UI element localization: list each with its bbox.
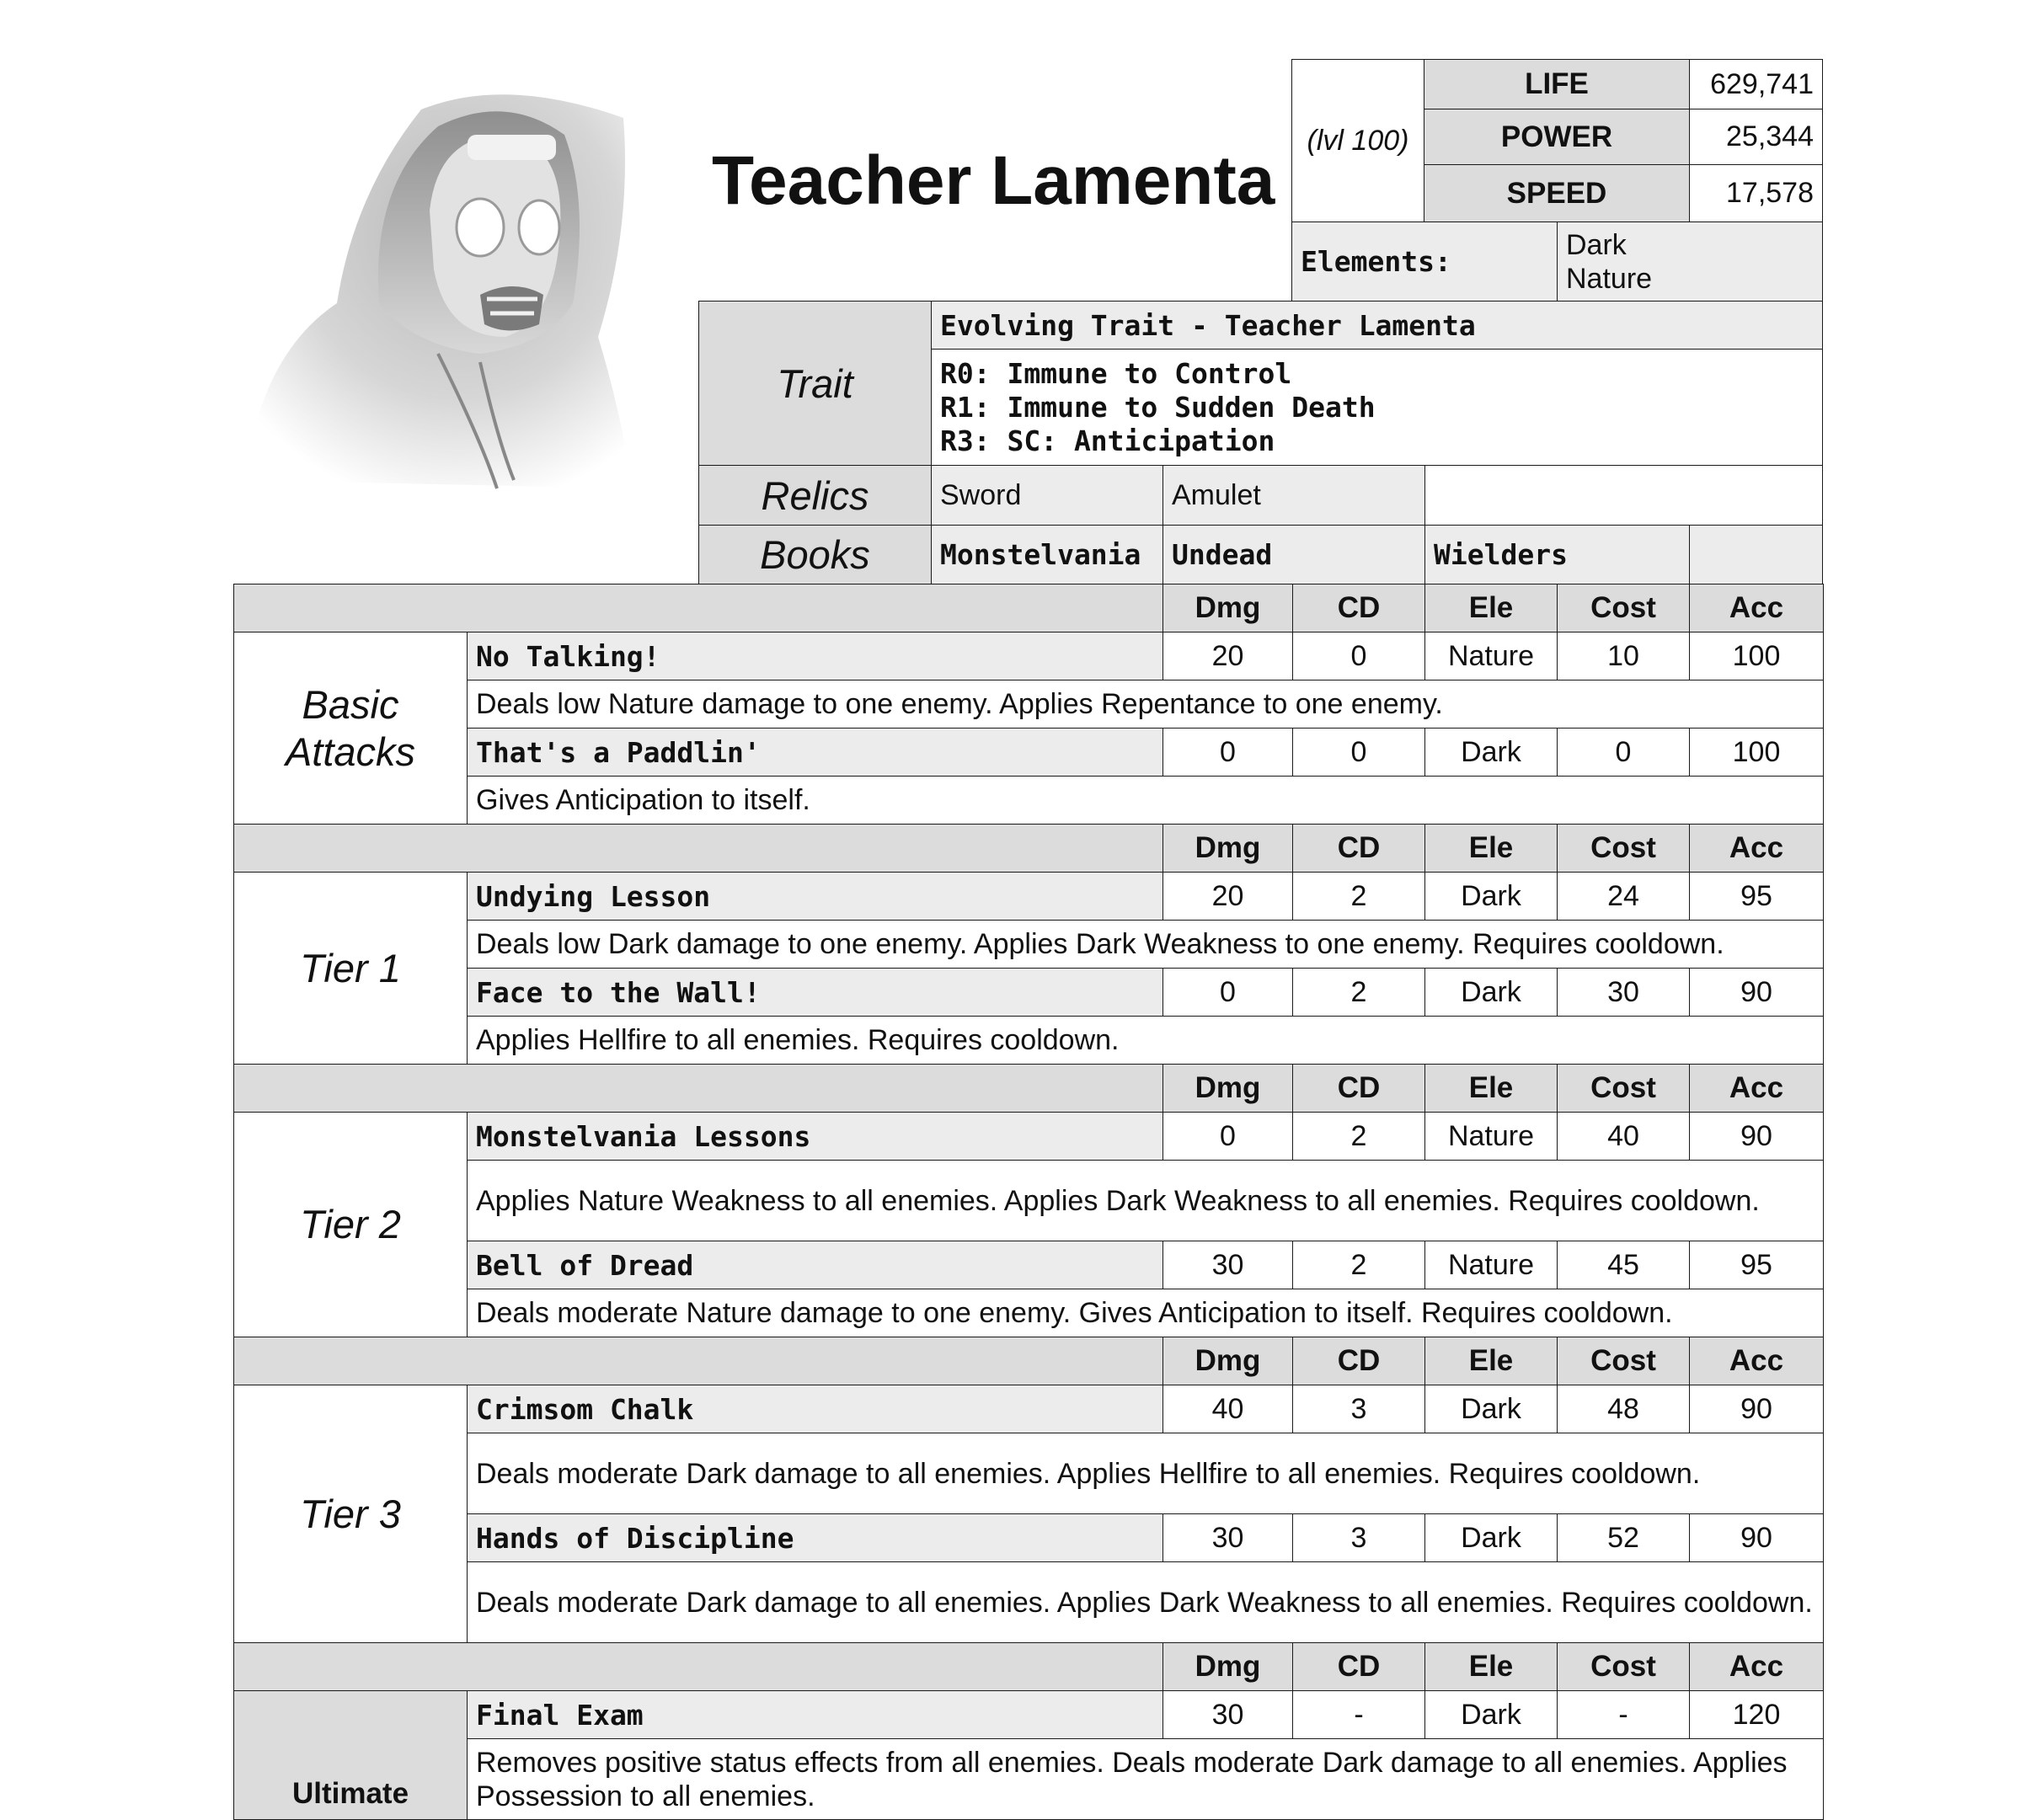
ability-name	[467, 872, 1163, 921]
ability-acc	[1689, 728, 1824, 777]
column-header-dmg	[1162, 824, 1293, 873]
ability-acc-text: 90	[1740, 1521, 1772, 1554]
column-header-ele-text: Ele	[1468, 1344, 1514, 1377]
section-label-text: Tier 2	[300, 1202, 401, 1246]
ability-cost-text: 0	[1615, 735, 1632, 768]
section-header-bar	[233, 824, 1163, 873]
ability-description-text: Applies Hellfire to all enemies. Requires cooldown.	[476, 1024, 1120, 1056]
books-label-text: Books	[760, 532, 870, 577]
ability-dmg	[1162, 1513, 1293, 1562]
section-label	[233, 1385, 468, 1643]
ability-description-text: Removes positive status effects from all enemies. Deals moderate Dark damage to all enemies. Applies Possession to all enemies.	[476, 1746, 1788, 1812]
section-label-text: Tier 1	[300, 945, 401, 990]
ability-acc-text: 100	[1732, 735, 1781, 768]
trait-rank-line: R0: Immune to Control	[940, 356, 1292, 390]
ability-cost-text: 30	[1607, 975, 1639, 1008]
ability-cost	[1557, 968, 1690, 1017]
ability-ele-text: Dark	[1461, 975, 1521, 1008]
ability-cost	[1557, 1241, 1690, 1289]
character-portrait	[227, 84, 649, 505]
ability-name	[467, 728, 1163, 777]
ability-cd	[1292, 728, 1425, 777]
ability-description-text: Gives Anticipation to itself.	[476, 784, 810, 816]
book-item	[1689, 525, 1823, 584]
stat-life-label	[1424, 59, 1690, 109]
ability-dmg-text: 40	[1211, 1392, 1244, 1425]
column-header-cost	[1557, 824, 1690, 873]
relics-label-text: Relics	[761, 472, 869, 518]
ability-cd	[1292, 968, 1425, 1017]
relics-label	[698, 465, 932, 526]
ability-ele-text: Dark	[1461, 735, 1521, 768]
book-item	[1162, 525, 1425, 584]
column-header-cost-text: Cost	[1590, 1071, 1656, 1104]
ability-cd-text: 2	[1350, 1248, 1367, 1281]
ability-cd	[1292, 1513, 1425, 1562]
ability-dmg-text: 20	[1211, 639, 1244, 672]
relic-item	[1424, 465, 1823, 526]
column-header-cd	[1292, 584, 1425, 632]
ability-ele-text: Nature	[1447, 639, 1535, 672]
ability-dmg	[1162, 728, 1293, 777]
column-header-dmg	[1162, 1064, 1293, 1113]
ability-cost	[1557, 1112, 1690, 1161]
ability-ele	[1424, 1241, 1558, 1289]
relic-item	[931, 465, 1163, 526]
trait-title-text: Evolving Trait - Teacher Lamenta	[940, 308, 1476, 342]
ability-name-text: Monstelvania Lessons	[476, 1119, 811, 1153]
ability-cost	[1557, 632, 1690, 680]
ability-cost-text: 24	[1607, 879, 1639, 912]
relic-text: Amulet	[1172, 478, 1261, 511]
ability-description-text: Deals moderate Nature damage to one enemy. Gives Anticipation to itself. Requires cooldown.	[476, 1297, 1673, 1329]
ability-ele-text: Nature	[1447, 1119, 1535, 1152]
column-header-cost	[1557, 1064, 1690, 1113]
element-item: Nature	[1566, 262, 1653, 295]
ability-name-text: Face to the Wall!	[476, 975, 761, 1009]
stat-value: 25,344	[1726, 120, 1814, 152]
ability-dmg-text: 30	[1211, 1248, 1244, 1281]
ability-ele-text: Dark	[1461, 879, 1521, 912]
column-header-cd	[1292, 1064, 1425, 1113]
ability-ele-text: Dark	[1461, 1392, 1521, 1425]
ability-name	[467, 1690, 1163, 1739]
ability-description	[467, 776, 1824, 825]
ability-description-text: Deals moderate Dark damage to all enemies. Applies Dark Weakness to all enemies. Requires cooldown.	[476, 1586, 1813, 1619]
ability-ele	[1424, 1513, 1558, 1562]
ability-acc	[1689, 1690, 1824, 1739]
column-header-cd	[1292, 1642, 1425, 1691]
ability-cost	[1557, 1513, 1690, 1562]
books-label	[698, 525, 932, 584]
ability-ele	[1424, 1690, 1558, 1739]
ability-cd	[1292, 1241, 1425, 1289]
ability-cd	[1292, 1385, 1425, 1433]
column-header-cost	[1557, 1337, 1690, 1385]
section-header-bar	[233, 1642, 1163, 1691]
column-header-dmg	[1162, 1337, 1293, 1385]
trait-title	[931, 301, 1823, 350]
ability-acc	[1689, 632, 1824, 680]
stat-label: POWER	[1500, 120, 1613, 153]
stat-speed-value	[1689, 164, 1823, 222]
ability-name-text: No Talking!	[476, 639, 660, 673]
ability-cd-text: 0	[1350, 735, 1367, 768]
column-header-acc-text: Acc	[1729, 591, 1784, 624]
ability-cd-text: 2	[1350, 975, 1367, 1008]
ability-name	[467, 1385, 1163, 1433]
ability-description	[467, 1289, 1824, 1337]
ability-acc-text: 95	[1740, 1248, 1772, 1281]
column-header-dmg	[1162, 584, 1293, 632]
section-label	[233, 872, 468, 1065]
ability-name	[467, 1112, 1163, 1161]
column-header-cd	[1292, 1337, 1425, 1385]
ability-name	[467, 1513, 1163, 1562]
ability-acc	[1689, 968, 1824, 1017]
ability-cd	[1292, 1112, 1425, 1161]
column-header-dmg-text: Dmg	[1195, 1344, 1261, 1377]
stat-label: SPEED	[1506, 176, 1607, 210]
section-header-bar	[233, 584, 1163, 632]
section-label	[233, 1112, 468, 1337]
column-header-ele	[1424, 824, 1558, 873]
ability-description	[467, 1016, 1824, 1065]
ability-name-text: Crimsom Chalk	[476, 1392, 694, 1426]
stat-power-value	[1689, 109, 1823, 165]
ability-cost-text: 40	[1607, 1119, 1639, 1152]
ability-cost	[1557, 872, 1690, 921]
ability-name	[467, 1241, 1163, 1289]
ability-cost	[1557, 728, 1690, 777]
column-header-cost	[1557, 1642, 1690, 1691]
ability-ele	[1424, 1385, 1558, 1433]
ability-cd-text: 0	[1350, 639, 1367, 672]
column-header-dmg-text: Dmg	[1195, 1650, 1261, 1683]
ability-cd	[1292, 1690, 1425, 1739]
relic-item	[1162, 465, 1425, 526]
ability-dmg-text: 30	[1211, 1698, 1244, 1731]
book-item	[931, 525, 1163, 584]
ability-ele	[1424, 968, 1558, 1017]
character-name: Teacher Lamenta	[712, 142, 1275, 219]
ability-name	[467, 632, 1163, 680]
column-header-cost-text: Cost	[1590, 591, 1656, 624]
ability-acc-text: 90	[1740, 1392, 1772, 1425]
ability-cd-text: 2	[1350, 1119, 1367, 1152]
ability-cost	[1557, 1385, 1690, 1433]
element-item: Dark	[1566, 228, 1627, 261]
elements-values	[1557, 221, 1823, 302]
ability-cost-text: 52	[1607, 1521, 1639, 1554]
ability-name-text: Final Exam	[476, 1698, 644, 1732]
ability-description	[467, 920, 1824, 969]
section-label-text: Ultimate	[291, 1777, 409, 1810]
ability-dmg	[1162, 1385, 1293, 1433]
ability-cd-text: 2	[1350, 879, 1367, 912]
book-text: Monstelvania	[940, 538, 1141, 571]
trait-ranks	[931, 349, 1823, 466]
column-header-dmg	[1162, 1642, 1293, 1691]
ability-name	[467, 968, 1163, 1017]
ability-dmg-text: 30	[1211, 1521, 1244, 1554]
ability-acc-text: 90	[1740, 975, 1772, 1008]
ability-ele-text: Dark	[1461, 1521, 1521, 1554]
column-header-ele	[1424, 1064, 1558, 1113]
ability-description-text: Applies Nature Weakness to all enemies. Applies Dark Weakness to all enemies. Requires cooldown.	[476, 1184, 1760, 1217]
elements-label-text: Elements:	[1301, 245, 1451, 278]
ability-acc	[1689, 1385, 1824, 1433]
ability-ele	[1424, 728, 1558, 777]
ability-acc	[1689, 1112, 1824, 1161]
ability-dmg	[1162, 1112, 1293, 1161]
column-header-acc	[1689, 1642, 1824, 1691]
section-header-bar	[233, 1064, 1163, 1113]
column-header-cd-text: CD	[1337, 1650, 1381, 1683]
trait-rank-line: R3: SC: Anticipation	[940, 424, 1275, 457]
ability-description	[467, 1561, 1824, 1643]
column-header-acc-text: Acc	[1729, 1071, 1784, 1104]
column-header-acc	[1689, 824, 1824, 873]
stat-value: 629,741	[1710, 67, 1814, 100]
relic-text: Sword	[940, 478, 1022, 511]
column-header-dmg-text: Dmg	[1195, 591, 1261, 624]
column-header-ele-text: Ele	[1468, 1650, 1514, 1683]
ability-cd-text: 3	[1350, 1392, 1367, 1425]
ability-cd-text: 3	[1350, 1521, 1367, 1554]
trait-rank-line: R1: Immune to Sudden Death	[940, 390, 1376, 424]
column-header-acc-text: Acc	[1729, 1344, 1784, 1377]
column-header-ele-text: Ele	[1468, 831, 1514, 864]
stat-value: 17,578	[1726, 177, 1814, 209]
column-header-cost-text: Cost	[1590, 831, 1656, 864]
ability-acc-text: 90	[1740, 1119, 1772, 1152]
ability-dmg	[1162, 632, 1293, 680]
column-header-cd	[1292, 824, 1425, 873]
column-header-dmg-text: Dmg	[1195, 831, 1261, 864]
ability-dmg	[1162, 1690, 1293, 1739]
ability-acc-text: 95	[1740, 879, 1772, 912]
book-item	[1424, 525, 1690, 584]
column-header-acc-text: Acc	[1729, 831, 1784, 864]
ability-ele	[1424, 872, 1558, 921]
column-header-cost-text: Cost	[1590, 1344, 1656, 1377]
column-header-cost-text: Cost	[1590, 1650, 1656, 1683]
ability-dmg	[1162, 968, 1293, 1017]
ability-ele	[1424, 1112, 1558, 1161]
column-header-acc-text: Acc	[1729, 1650, 1784, 1683]
ability-name-text: Bell of Dread	[476, 1248, 694, 1282]
ability-ele-text: Dark	[1461, 1698, 1521, 1731]
column-header-ele-text: Ele	[1468, 591, 1514, 624]
ability-description	[467, 680, 1824, 729]
column-header-ele	[1424, 584, 1558, 632]
ability-cost-text: -	[1618, 1698, 1628, 1731]
column-header-cd-text: CD	[1337, 1344, 1381, 1377]
stat-power-label	[1424, 109, 1690, 165]
ability-dmg-text: 0	[1220, 735, 1236, 768]
ability-cost-text: 10	[1607, 639, 1639, 672]
ability-acc	[1689, 1241, 1824, 1289]
ability-description	[467, 1433, 1824, 1514]
section-label-text: Tier 3	[300, 1491, 401, 1536]
column-header-dmg-text: Dmg	[1195, 1071, 1261, 1104]
level-label: (lvl 100)	[1307, 124, 1409, 157]
ability-description-text: Deals low Dark damage to one enemy. Applies Dark Weakness to one enemy. Requires cooldown.	[476, 928, 1724, 960]
ability-dmg	[1162, 872, 1293, 921]
column-header-cd-text: CD	[1337, 1071, 1381, 1104]
ability-dmg	[1162, 1241, 1293, 1289]
elements-label	[1291, 221, 1558, 302]
ability-ele-text: Nature	[1447, 1248, 1535, 1281]
column-header-ele-text: Ele	[1468, 1071, 1514, 1104]
book-text: Wielders	[1434, 538, 1568, 571]
ability-ele	[1424, 632, 1558, 680]
column-header-acc	[1689, 1337, 1824, 1385]
ability-name-text: Hands of Discipline	[476, 1521, 794, 1555]
ability-description-text: Deals low Nature damage to one enemy. Applies Repentance to one enemy.	[476, 688, 1443, 720]
column-header-cd-text: CD	[1337, 591, 1381, 624]
column-header-ele	[1424, 1642, 1558, 1691]
ability-description	[467, 1738, 1824, 1820]
ability-cost-text: 45	[1607, 1248, 1639, 1281]
ability-dmg-text: 20	[1211, 879, 1244, 912]
ability-description	[467, 1160, 1824, 1241]
ability-cd-text: -	[1354, 1698, 1364, 1731]
ability-cost-text: 48	[1607, 1392, 1639, 1425]
section-label	[233, 1690, 468, 1820]
column-header-acc	[1689, 584, 1824, 632]
book-text: Undead	[1172, 538, 1273, 571]
stat-speed-label	[1424, 164, 1690, 222]
ability-name-text: Undying Lesson	[476, 879, 711, 913]
section-header-bar	[233, 1337, 1163, 1385]
ability-cd	[1292, 632, 1425, 680]
ability-acc	[1689, 1513, 1824, 1562]
ability-cd	[1292, 872, 1425, 921]
column-header-cost	[1557, 584, 1690, 632]
column-header-ele	[1424, 1337, 1558, 1385]
ability-name-text: That's a Paddlin'	[476, 735, 761, 769]
column-header-acc	[1689, 1064, 1824, 1113]
ability-acc-text: 100	[1732, 639, 1781, 672]
ability-description-text: Deals moderate Dark damage to all enemies. Applies Hellfire to all enemies. Requires cooldown.	[476, 1457, 1701, 1490]
stat-life-value	[1689, 59, 1823, 109]
section-label-text: Basic Attacks	[285, 681, 416, 774]
trait-label-text: Trait	[777, 360, 853, 406]
section-label	[233, 632, 468, 825]
column-header-cd-text: CD	[1337, 831, 1381, 864]
trait-label	[698, 301, 932, 466]
ability-cost	[1557, 1690, 1690, 1739]
ability-dmg-text: 0	[1220, 975, 1236, 1008]
ability-acc-text: 120	[1732, 1698, 1781, 1731]
ability-dmg-text: 0	[1220, 1119, 1236, 1152]
level-cell	[1291, 59, 1424, 222]
ability-acc	[1689, 872, 1824, 921]
stat-label: LIFE	[1525, 67, 1589, 100]
